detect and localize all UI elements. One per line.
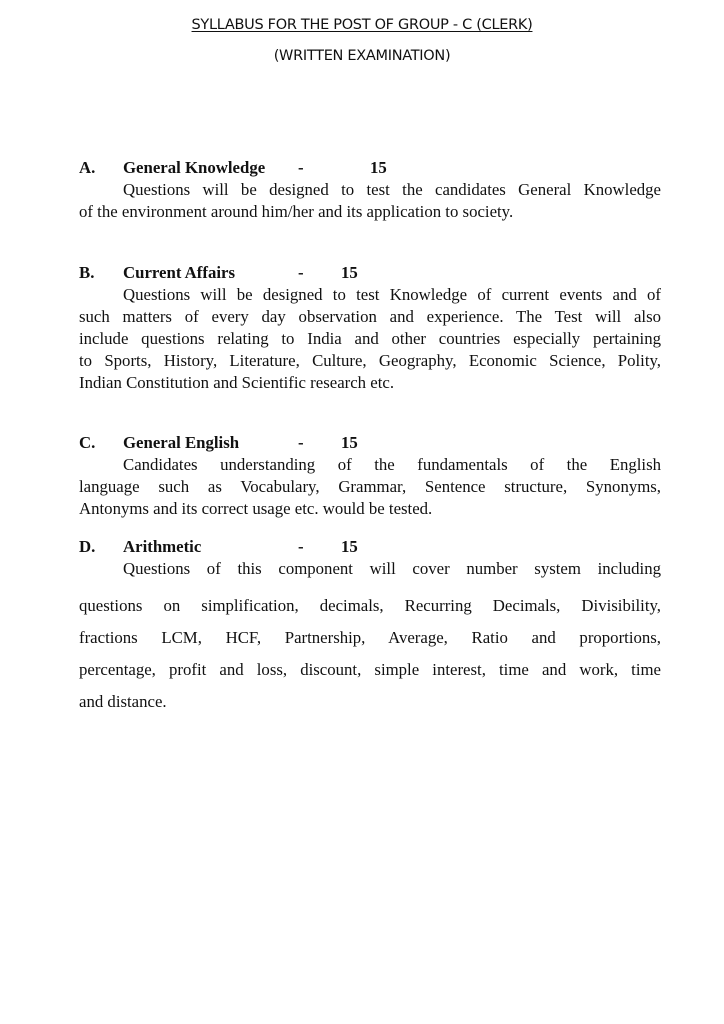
- section-general-knowledge: [79, 157, 661, 223]
- section-letter: B.: [79, 263, 95, 282]
- section-letter: C.: [79, 433, 96, 452]
- section-text-line: language such as Vocabulary, Grammar, Sentence structure, Synonyms,: [79, 477, 661, 496]
- section-letter: D.: [79, 537, 96, 556]
- section-text-line: and distance.: [79, 692, 167, 711]
- section-text-line: percentage, profit and loss, discount, simple interest, time and work, time: [79, 660, 661, 679]
- section-heading: [79, 262, 661, 284]
- section-text-line: such matters of every day observation and experience. The Test will also: [79, 307, 661, 326]
- section-heading: [79, 157, 661, 179]
- section-dash: -: [298, 433, 304, 452]
- section-current-affairs: [79, 262, 661, 394]
- section-text-line: to Sports, History, Literature, Culture, Geography, Economic Science, Polity,: [79, 351, 661, 370]
- section-text-line: Questions will be designed to test Knowledge of current events and of: [123, 285, 661, 304]
- section-text-line: questions on simplification, decimals, Recurring Decimals, Divisibility,: [79, 596, 661, 615]
- section-marks: 15: [341, 433, 358, 452]
- section-text-line: Candidates understanding of the fundamentals of the English: [123, 455, 661, 474]
- section-name: Current Affairs: [123, 263, 236, 282]
- section-heading: [79, 536, 661, 558]
- section-general-english: [79, 432, 661, 520]
- section-text-line: fractions LCM, HCF, Partnership, Average, Ratio and proportions,: [79, 628, 661, 647]
- section-heading: [79, 432, 661, 454]
- section-text-line: include questions relating to India and other countries especially pertaining: [79, 329, 661, 348]
- section-dash: -: [298, 263, 304, 282]
- section-marks: 15: [341, 263, 358, 282]
- section-arithmetic: [79, 536, 661, 718]
- section-name: General Knowledge: [123, 158, 266, 177]
- document-subtitle: (WRITTEN EXAMINATION): [273, 48, 451, 64]
- section-dash: -: [298, 158, 304, 177]
- section-dash: -: [298, 537, 304, 556]
- section-text-line: of the environment around him/her and its application to society.: [79, 202, 514, 221]
- section-name: Arithmetic: [123, 537, 202, 556]
- section-text-line: Indian Constitution and Scientific research etc.: [79, 373, 395, 392]
- section-text-line: Questions of this component will cover number system including: [123, 559, 661, 578]
- section-marks: 15: [341, 537, 358, 556]
- section-text-line: Antonyms and its correct usage etc. would be tested.: [79, 499, 433, 518]
- section-letter: A.: [79, 158, 96, 177]
- section-name: General English: [123, 433, 240, 452]
- document-title: SYLLABUS FOR THE POST OF GROUP - C (CLERK): [191, 17, 533, 33]
- section-text-line: Questions will be designed to test the candidates General Knowledge: [123, 180, 661, 199]
- section-marks: 15: [370, 158, 387, 177]
